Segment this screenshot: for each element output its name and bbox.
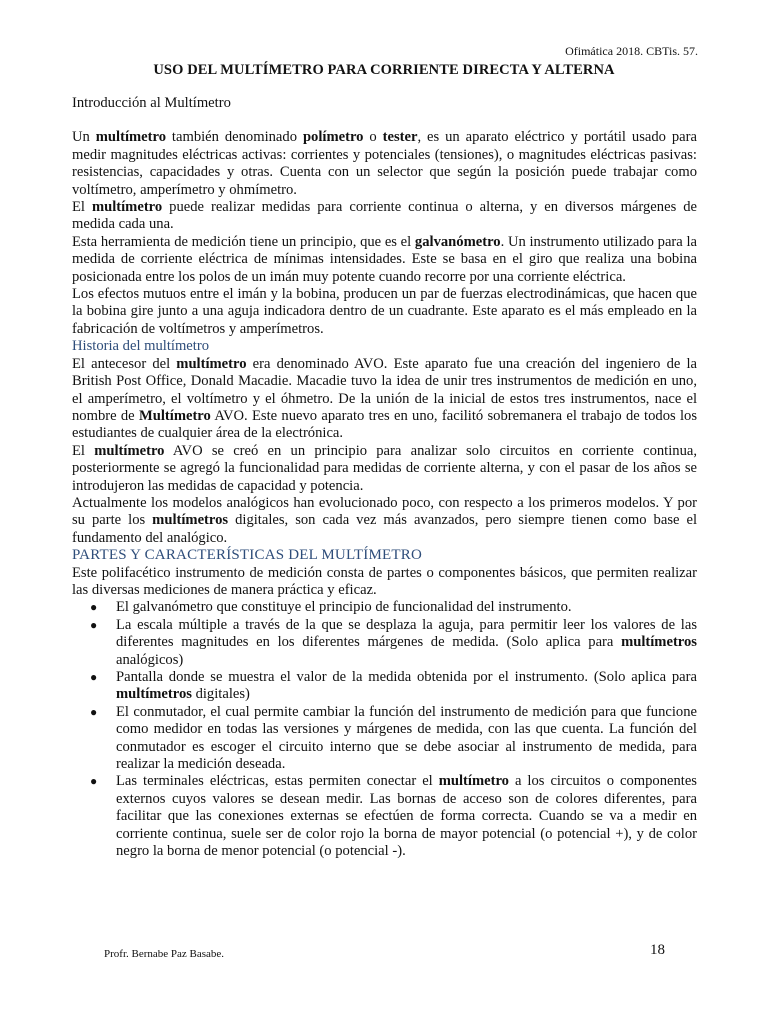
list-item [90,703,697,774]
text-run: digitales, son cada vez más avanzados, pero siempre tienen como base el fundamento del analógico. [72,512,698,546]
bold-term: multímetro [176,355,247,372]
paragraph [72,495,697,547]
text-run: El conmutador, el cual permite cambiar la función del instrumento de medición para que funcione como medidor en todas las versiones y márgenes de medida, con las que cuenta. La función del conmutador es escoger el circuito interno que se debe asociar al instrumento de medida, para realizar la medición deseada. [116,703,697,773]
bold-term: multímetro [95,129,167,146]
text-run: también denominado [166,129,303,146]
bold-term: Multímetro [138,407,211,424]
page-number: 18 [650,942,665,958]
bold-term: multímetros [116,686,192,703]
bold-term: polímetro [302,129,364,146]
text-run: , es un aparato eléctrico y portátil usado para medir magnitudes eléctricas activas: corrientes y potenciales (tensiones), o magnitudes eléctricas pasivas: resistencias, capacidades y otras. Cuenta con un selector que según la posición puede trabajar como voltímetro, amperímetro y ohmímetro. [72,129,697,198]
paragraph [72,286,697,338]
bullet-icon: ● [90,600,98,615]
bullet-icon: ● [90,774,98,789]
bullet-icon: ● [90,617,98,632]
text-run: El [72,199,92,216]
text-run: Un [72,129,96,146]
text-run: Esta herramienta de medición tiene un principio, que es el [72,233,415,250]
bold-term: multímetro [94,442,165,459]
text-run: Las terminales eléctricas, estas permiten conectar el [116,773,439,790]
text-run: analógicos) [116,651,184,668]
text-run: El antecesor del [72,355,177,372]
text-run: digitales) [191,686,250,703]
bold-term: multímetros [621,634,697,651]
list-item [90,773,697,860]
footer-author: Profr. Bernabe Paz Basabe. [104,948,225,960]
intro-section [72,129,697,338]
text-run: AVO se creó en un principio para analizar solo circuitos en corriente continua, posteriormente se agregó la funcionalidad para medidas de corriente alterna, y con el pasar de los años se introdujeron las medidas de capacidad y potencia. [72,442,697,494]
paragraph [72,443,697,495]
bold-term: multímetro [438,773,509,790]
text-run: . Un instrumento utilizado para la medida de corriente eléctrica de mínimas intensidades. Este se basa en el giro que realiza una bobina posicionada entre los polos de un imán muy potente cuando recorre por una corriente eléctrica. [72,233,697,285]
paragraph [72,356,697,443]
text-run: El galvanómetro que constituye el principio de funcionalidad del instrumento. [116,599,572,616]
text-run: AVO. Este nuevo aparato tres en uno, facilitó sobremanera el trabajo de todos los estudiantes de cualquier área de la electrónica. [72,407,697,442]
parts-list [72,599,697,860]
parts-heading: PARTES Y CARACTERÍSTICAS DEL MULTÍMETRO [72,547,422,564]
text-run: Actualmente los modelos analógicos han evolucionado poco, con respecto a los primeros modelos. Y por su parte los [72,494,697,529]
parts-intro: Este polifacético instrumento de medición consta de partes o componentes básicos, que permiten realizar las diversas mediciones de manera práctica y eficaz. [72,564,697,598]
document-body [72,95,697,860]
text-run: era denominado AVO. Este aparato fue una creación del ingeniero de la British Post Office, Donald Macadie. Macadie tuvo la idea de unir tres instrumentos de medición en uno, el amperímetro, el voltímetro y el óhmetro. De la unión de la inicial de estos tres instrumentos, nace el nombre de [72,355,697,424]
text-run: El [72,442,95,459]
list-item [90,669,697,704]
bullet-icon: ● [90,704,98,719]
bold-term: multímetro [91,199,163,216]
bullet-icon: ● [90,670,98,684]
text-run: o [363,129,383,146]
intro-heading: Introducción al Multímetro [72,95,231,111]
bold-term: multímetros [152,512,229,529]
paragraph [72,199,697,234]
text-run: Pantalla donde se muestra el valor de la medida obtenida por el instrumento. (Solo aplica para [116,669,697,685]
list-item [90,599,697,616]
text-run: La escala múltiple a través de la que se desplaza la aguja, para permitir leer los valores de las diferentes magnitudes en los diferentes márgenes de medida. (Solo aplica para [116,616,697,651]
history-section [72,356,697,547]
text-run: Los efectos mutuos entre el imán y la bobina, producen un par de fuerzas electrodinámicas, que hacen que la bobina gire junto a una aguja indicadora dentro de un cuadrante. Este aparato es el más empleado en la fabricación de voltímetros y amperímetros. [72,286,697,337]
history-heading: Historia del multímetro [72,338,209,355]
text-run: a los circuitos o componentes externos cuyos valores se desean medir. Las bornas de acceso son de colores diferentes, para facilitar que las conexiones externas se efectúen de forma correcta. Cuando se va a medir en corriente continua, suele ser de color rojo la borna de mayor potencial (o potencial +), y de color negro la borna de menor potencial (o potencial -). [116,773,697,860]
bold-term: tester [382,129,418,146]
page-header: Ofimática 2018. CBTis. 57. [565,44,698,58]
document-title: USO DEL MULTÍMETRO PARA CORRIENTE DIRECTA Y ALTERNA [153,62,615,78]
paragraph [72,234,697,286]
list-item [90,616,697,669]
paragraph [72,129,697,199]
bold-term: galvanómetro [414,233,501,250]
text-run: puede realizar medidas para corriente continua o alterna, y en diversos márgenes de medida cada una. [72,199,697,233]
